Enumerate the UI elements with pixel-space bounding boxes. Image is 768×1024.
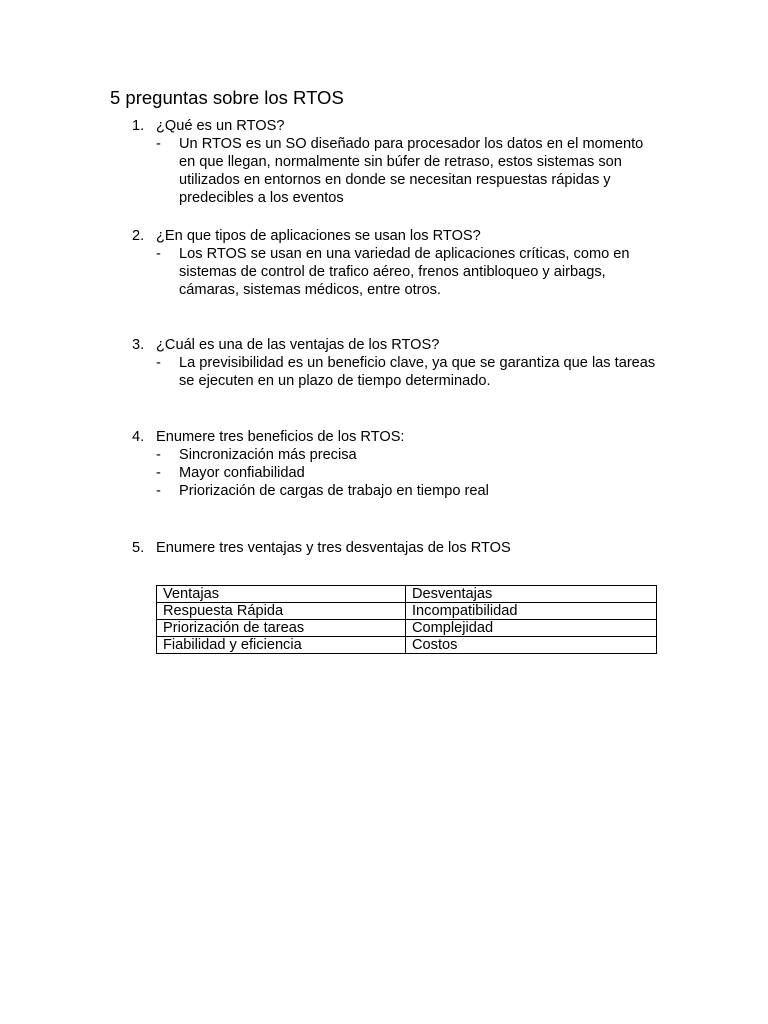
- question-number: 5.: [132, 540, 145, 556]
- answer-bullet: [132, 446, 672, 464]
- question-item: [132, 117, 672, 207]
- answer-text: Un RTOS es un SO diseñado para procesador los datos en el momento en que llegan, normalmente sin búfer de retraso, estos sistemas son utilizados en entornos en donde se necesitan respuestas rápidas y predecibles a los eventos: [179, 136, 644, 206]
- question-item: [132, 227, 672, 299]
- table-header-cell: Desventajas: [406, 586, 657, 603]
- question-line: [132, 117, 672, 135]
- answer-bullet: [132, 354, 672, 390]
- answer-bullet: [132, 245, 672, 299]
- answer-bullet: [132, 482, 672, 500]
- question-item: [132, 428, 672, 500]
- table-cell: Priorización de tareas: [157, 620, 406, 637]
- advantages-disadvantages-table: [156, 585, 657, 654]
- question-text: Enumere tres ventajas y tres desventajas de los RTOS: [156, 540, 511, 556]
- question-text: ¿Cuál es una de las ventajas de los RTOS?: [156, 337, 440, 353]
- table-cell: Fiabilidad y eficiencia: [157, 637, 406, 654]
- bullet-dash: -: [156, 246, 161, 262]
- bullet-dash: -: [156, 465, 161, 481]
- table-cell: Costos: [406, 637, 657, 654]
- bullet-dash: -: [156, 447, 161, 463]
- table-cell: Incompatibilidad: [406, 603, 657, 620]
- question-number: 2.: [132, 228, 145, 244]
- question-item: [132, 539, 672, 557]
- question-number: 1.: [132, 118, 145, 134]
- question-item: [132, 336, 672, 390]
- answer-text: Mayor confiabilidad: [179, 465, 305, 481]
- table-header-cell: Ventajas: [157, 586, 406, 603]
- table-cell: Complejidad: [406, 620, 657, 637]
- question-line: [132, 336, 672, 354]
- table-row: [157, 603, 657, 620]
- question-number: 4.: [132, 429, 145, 445]
- answer-bullet: [132, 464, 672, 482]
- question-text: Enumere tres beneficios de los RTOS:: [156, 429, 405, 445]
- answer-bullet: [132, 135, 672, 207]
- table-row: [157, 637, 657, 654]
- answer-text: Los RTOS se usan en una variedad de aplicaciones críticas, como en sistemas de control de trafico aéreo, frenos antibloqueo y airbags, cámaras, sistemas médicos, entre otros.: [179, 246, 630, 298]
- question-line: [132, 227, 672, 245]
- bullet-dash: -: [156, 483, 161, 499]
- table-header-row: [157, 586, 657, 603]
- answer-text: Priorización de cargas de trabajo en tiempo real: [179, 483, 489, 499]
- bullet-dash: -: [156, 355, 161, 371]
- question-text: ¿Qué es un RTOS?: [156, 118, 285, 134]
- document-title: 5 preguntas sobre los RTOS: [110, 87, 344, 108]
- table-cell: Respuesta Rápida: [157, 603, 406, 620]
- question-number: 3.: [132, 337, 145, 353]
- bullet-dash: -: [156, 136, 161, 152]
- question-text: ¿En que tipos de aplicaciones se usan los RTOS?: [156, 228, 481, 244]
- question-line: [132, 428, 672, 446]
- answer-text: Sincronización más precisa: [179, 447, 357, 463]
- answer-text: La previsibilidad es un beneficio clave, ya que se garantiza que las tareas se ejecuten en un plazo de tiempo determinado.: [179, 355, 656, 389]
- table-row: [157, 620, 657, 637]
- question-line: [132, 539, 672, 557]
